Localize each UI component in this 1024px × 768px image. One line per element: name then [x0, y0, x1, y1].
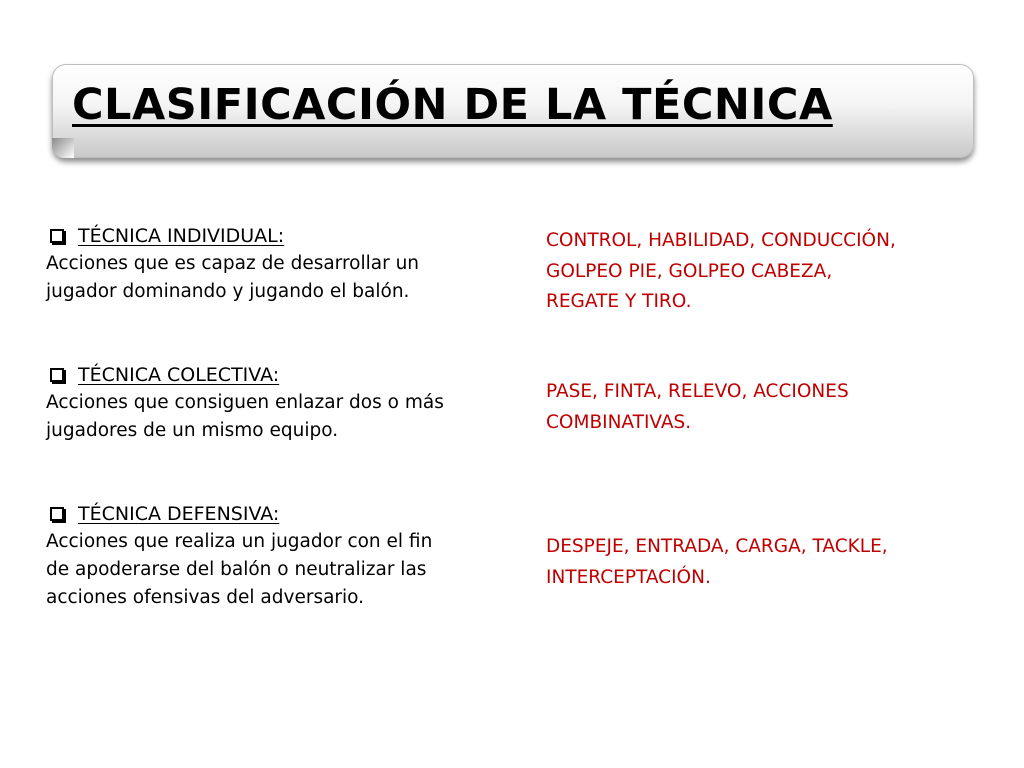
description-line: Acciones que es capaz de desarrollar un	[46, 253, 420, 274]
section-heading-row	[46, 361, 526, 389]
checkbox-bullet-icon	[50, 229, 64, 243]
examples-text	[546, 377, 986, 438]
example-line: PASE, FINTA, RELEVO, ACCIONES	[546, 381, 849, 402]
description-line: Acciones que realiza un jugador con el fin	[46, 531, 433, 552]
description-line: acciones ofensivas del adversario.	[46, 587, 365, 608]
section-heading: TÉCNICA INDIVIDUAL:	[78, 225, 285, 247]
section-description	[46, 250, 526, 306]
example-line: REGATE Y TIRO.	[546, 291, 692, 312]
section-colectiva	[46, 361, 526, 445]
section-defensiva	[46, 500, 526, 612]
examples-text	[546, 226, 986, 318]
section-description	[46, 389, 526, 445]
checkbox-bullet-icon	[50, 368, 64, 382]
examples-text	[546, 532, 986, 593]
example-line: INTERCEPTACIÓN.	[546, 566, 711, 588]
section-defensiva-examples	[546, 532, 986, 593]
example-line: COMBINATIVAS.	[546, 411, 692, 433]
example-line: GOLPEO PIE, GOLPEO CABEZA,	[546, 260, 833, 282]
section-heading: TÉCNICA COLECTIVA:	[78, 364, 280, 386]
title-banner-fold	[52, 138, 74, 158]
section-heading: TÉCNICA DEFENSIVA:	[78, 503, 280, 525]
checkbox-bullet-icon	[50, 507, 64, 521]
description-line: Acciones que consiguen enlazar dos o más	[46, 392, 444, 413]
section-colectiva-examples	[546, 377, 986, 438]
description-line: jugadores de un mismo equipo.	[46, 420, 339, 441]
section-heading-row	[46, 500, 526, 528]
section-heading-row	[46, 222, 526, 250]
section-description	[46, 528, 526, 612]
section-individual-examples	[546, 226, 986, 318]
example-line: CONTROL, HABILIDAD, CONDUCCIÓN,	[546, 230, 896, 251]
slide-title: CLASIFICACIÓN DE LA TÉCNICA	[72, 80, 833, 130]
description-line: jugador dominando y jugando el balón.	[46, 281, 410, 302]
example-line: DESPEJE, ENTRADA, CARGA, TACKLE,	[546, 536, 888, 557]
description-line: de apoderarse del balón o neutralizar las	[46, 559, 427, 580]
section-individual	[46, 222, 526, 306]
